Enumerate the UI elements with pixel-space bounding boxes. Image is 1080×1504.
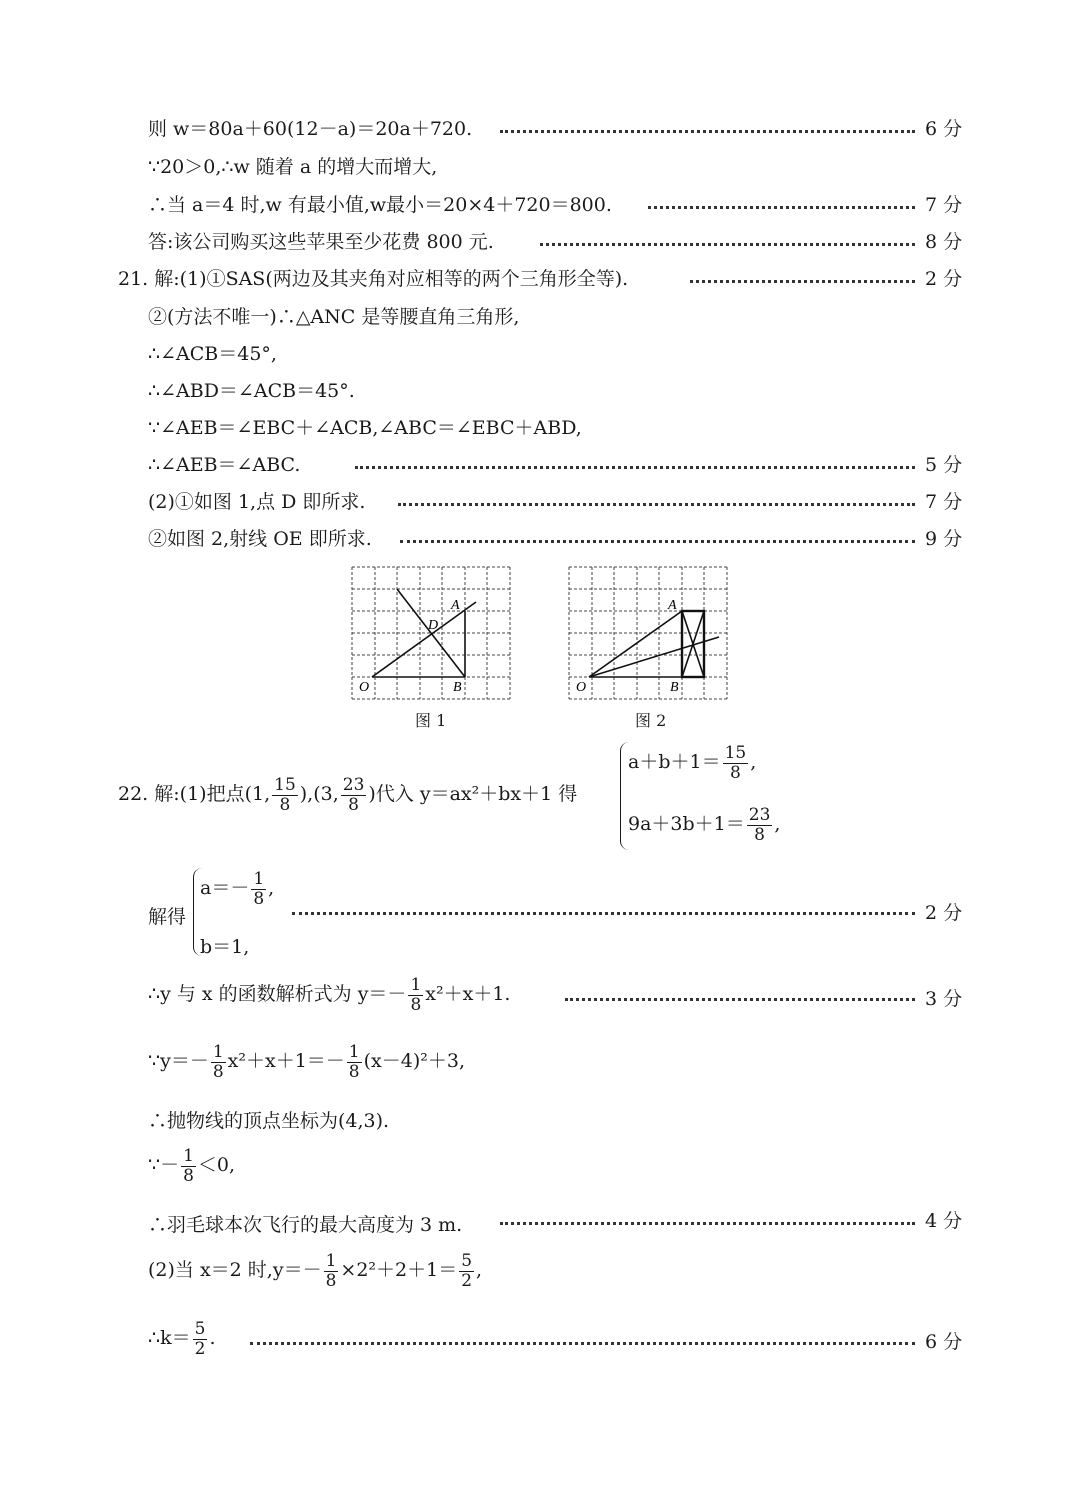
score: 7 分 — [925, 194, 963, 216]
dotted-leader — [500, 1222, 915, 1225]
function-line: ∴y 与 x 的函数解析式为 y＝－ $\frac{1}{8}$ x²＋x＋1. — [148, 975, 511, 1015]
line-text: ∴∠AEB＝∠ABC. — [148, 454, 301, 476]
ray-OE — [589, 637, 719, 677]
solution-line — [0, 110, 1080, 148]
score: 3 分 — [925, 988, 963, 1010]
fraction: $\frac{15}{8}$ — [274, 775, 296, 815]
solution-a: a＝－ $\frac{1}{8}$ , — [200, 869, 275, 909]
dotted-leader — [648, 206, 915, 209]
solution-line — [0, 298, 1080, 336]
q22-intro-a: 22. 解:(1)把点(1, — [118, 783, 271, 806]
line-text: 则 w＝80a＋60(12－a)＝20a＋720. — [148, 118, 473, 140]
solution-line — [0, 520, 1080, 558]
solution-line — [0, 223, 1080, 261]
dotted-leader — [500, 130, 915, 133]
solution-line — [0, 148, 1080, 186]
line-text: ∵20＞0,∴w 随着 a 的增大而增大, — [148, 156, 438, 178]
solution-line — [0, 409, 1080, 447]
fraction: $\frac{1}{8}$ — [410, 975, 422, 1015]
fraction: $\frac{1}{8}$ — [212, 1042, 224, 1082]
dotted-leader — [398, 503, 915, 506]
fraction: $\frac{15}{8}$ — [724, 743, 747, 783]
figure-1-caption: 图 1 — [415, 711, 447, 730]
solution-line — [0, 186, 1080, 224]
q22-intro-c: )代入 y＝ax²＋bx＋1 得 — [368, 783, 578, 806]
solution-line — [0, 260, 1080, 298]
solve-label: 解得 — [148, 906, 187, 928]
line-text: ∴∠ABD＝∠ACB＝45°. — [148, 380, 355, 402]
label-D: D — [428, 618, 439, 633]
line-text: ∴当 a＝4 时,w 有最小值,w最小＝20×4＋720＝800. — [148, 194, 612, 216]
line-OA — [372, 602, 476, 677]
negative-line: ∵－ $\frac{1}{8}$ ＜0, — [148, 1146, 236, 1186]
fraction: $\frac{23}{8}$ — [748, 805, 771, 845]
figure-1 — [350, 565, 512, 701]
score: 2 分 — [925, 268, 963, 290]
label-B: B — [453, 680, 462, 695]
vertex-line: ∴抛物线的顶点坐标为(4,3). — [148, 1110, 390, 1132]
q22-intro — [118, 776, 577, 814]
dotted-leader — [250, 1342, 915, 1345]
label-O: O — [359, 680, 370, 695]
dotted-leader — [292, 912, 915, 915]
solution-line — [0, 483, 1080, 521]
dotted-leader — [355, 466, 915, 469]
vertex-form-line: ∵y＝－ $\frac{1}{8}$ x²＋x＋1＝－ $\frac{1}{8}$ (x－4)²＋3, — [148, 1042, 465, 1082]
label-B: B — [670, 680, 679, 695]
line-OA — [589, 611, 682, 677]
score: 4 分 — [925, 1210, 963, 1232]
line-text: (2)①如图 1,点 D 即所求. — [148, 491, 366, 513]
fraction: $\frac{1}{8}$ — [253, 869, 265, 909]
line-text: ∴∠ACB＝45°, — [148, 343, 277, 365]
score: 2 分 — [925, 902, 963, 924]
score: 6 分 — [925, 118, 963, 140]
solution-line — [0, 446, 1080, 484]
label-A: A — [451, 598, 460, 613]
dotted-leader — [400, 540, 915, 543]
fraction: $\frac{1}{8}$ — [325, 1251, 337, 1291]
score: 6 分 — [925, 1331, 963, 1353]
score: 5 分 — [925, 454, 963, 476]
part2-line: (2)当 x＝2 时,y＝－ $\frac{1}{8}$ ×2²＋2＋1＝ $\frac{5}{2}$ , — [148, 1251, 483, 1291]
fraction: $\frac{23}{8}$ — [342, 775, 365, 815]
max-height-line: ∴羽毛球本次飞行的最大高度为 3 m. — [148, 1214, 463, 1236]
fraction: $\frac{5}{2}$ — [194, 1319, 206, 1359]
q22-intro-b: ),(3, — [299, 783, 339, 806]
label-O: O — [576, 680, 587, 695]
solution-line — [0, 335, 1080, 373]
solution-b: b＝1, — [200, 936, 250, 958]
solution-line — [0, 372, 1080, 410]
dotted-leader — [565, 998, 915, 1001]
system-eq-1: a＋b＋1＝ $\frac{15}{8}$ , — [628, 743, 757, 783]
score: 8 分 — [925, 231, 963, 253]
score: 9 分 — [925, 528, 963, 550]
figure-2 — [567, 565, 729, 701]
dotted-leader — [540, 243, 915, 246]
score: 7 分 — [925, 491, 963, 513]
dotted-leader — [690, 280, 915, 283]
line-text: ②(方法不唯一)∴△ANC 是等腰直角三角形, — [148, 306, 520, 328]
line-text: 21. 解:(1)①SAS(两边及其夹角对应相等的两个三角形全等). — [118, 268, 629, 290]
fraction: $\frac{5}{2}$ — [461, 1251, 473, 1291]
k-line: ∴k＝ $\frac{5}{2}$ . — [148, 1319, 216, 1359]
system-eq-2: 9a＋3b＋1＝ $\frac{23}{8}$ , — [628, 805, 781, 845]
line-text: ②如图 2,射线 OE 即所求. — [148, 528, 372, 550]
line-text: 答:该公司购买这些苹果至少花费 800 元. — [148, 231, 494, 253]
fraction: $\frac{1}{8}$ — [183, 1146, 194, 1186]
figure-2-caption: 图 2 — [635, 711, 667, 730]
label-A: A — [668, 598, 677, 613]
line-text: ∵∠AEB＝∠EBC＋∠ACB,∠ABC＝∠EBC＋ABD, — [148, 417, 582, 439]
fraction: $\frac{1}{8}$ — [348, 1042, 360, 1082]
